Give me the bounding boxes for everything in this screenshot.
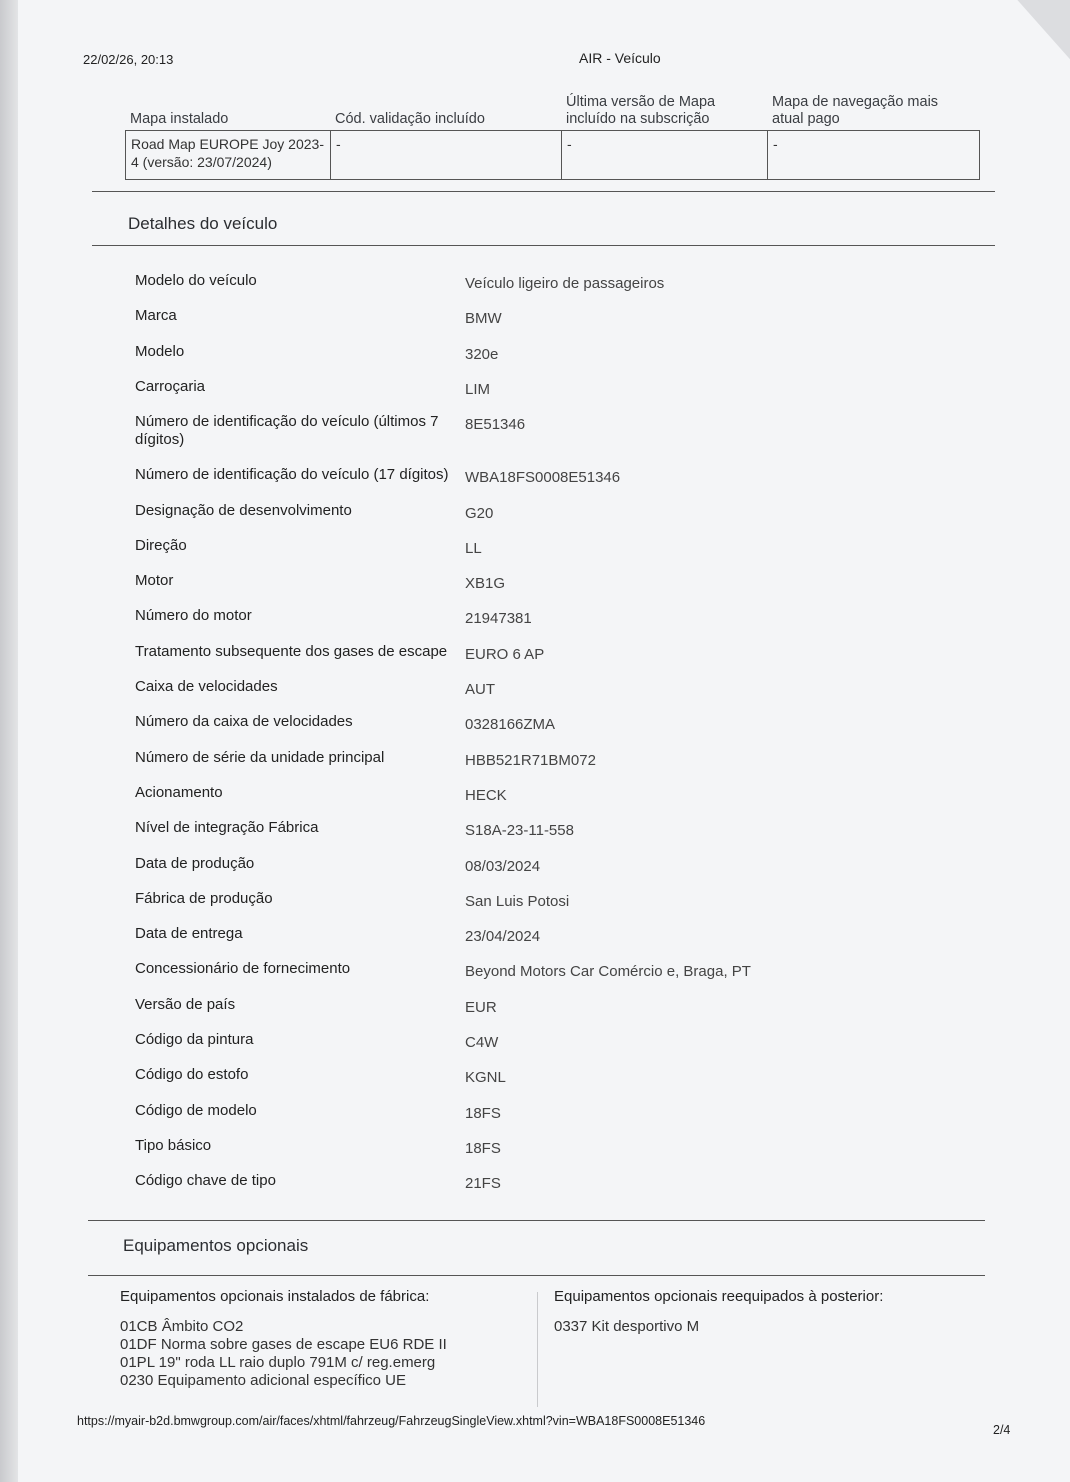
section-title-vehicle-details: Detalhes do veículo [128, 214, 278, 233]
factory-equipment-heading: Equipamentos opcionais instalados de fábrica: [120, 1288, 430, 1305]
divider [88, 1220, 985, 1221]
detail-label: Motor [135, 572, 174, 590]
detail-label: Código de modelo [135, 1101, 257, 1119]
map-table [125, 88, 980, 180]
detail-label: Código da pintura [135, 1031, 254, 1048]
detail-label: Modelo do veículo [135, 272, 257, 289]
detail-value: San Luis Potosi [465, 892, 570, 910]
detail-value: XB1G [465, 575, 506, 593]
detail-label: Número de identificação do veículo (últimos 7 dígitos) [135, 413, 439, 449]
print-datetime: 22/02/26, 20:13 [83, 52, 174, 67]
map-table-row [125, 130, 980, 180]
list-item: 01PL 19" roda LL raio duplo 791M c/ reg.emerg [120, 1354, 436, 1371]
detail-value: HBB521R71BM072 [465, 751, 596, 769]
list-item: 0337 Kit desportivo M [554, 1318, 700, 1335]
detail-label: Caixa de velocidades [135, 678, 278, 695]
detail-label: Versão de país [135, 995, 236, 1013]
detail-value: HECK [465, 786, 507, 804]
detail-value: Veículo ligeiro de passageiros [465, 275, 665, 292]
detail-label: Nível de integração Fábrica [135, 819, 319, 837]
list-item: 01DF Norma sobre gases de escape EU6 RDE II [120, 1336, 447, 1353]
detail-value: 21FS [465, 1175, 501, 1193]
detail-value: BMW [465, 310, 502, 328]
detail-label: Tipo básico [135, 1136, 212, 1154]
detail-value: 23/04/2024 [465, 928, 541, 946]
detail-label: Número de identificação do veículo (17 dígitos) [135, 466, 449, 484]
detail-label: Número da caixa de velocidades [135, 713, 353, 731]
detail-value: EUR [465, 998, 497, 1016]
detail-value: 0328166ZMA [465, 716, 556, 734]
detail-value: S18A-23-11-558 [465, 822, 574, 840]
detail-value: AUT [465, 681, 495, 698]
list-item: 01CB Âmbito CO2 [120, 1318, 244, 1335]
detail-label: Acionamento [135, 783, 223, 801]
detail-label: Tratamento subsequente dos gases de escape [135, 642, 448, 660]
detail-value: 21947381 [465, 610, 532, 628]
page-title: AIR - Veículo [579, 50, 661, 66]
map-header-paid: Mapa de navegação mais atual pago [772, 94, 939, 127]
detail-label: Número de série da unidade principal [135, 748, 385, 766]
map-cell-paid: - [773, 136, 778, 152]
detail-value: 320e [465, 345, 499, 363]
map-header-validation: Cód. validação incluído [335, 111, 485, 127]
divider [92, 245, 995, 246]
map-cell-installed: Road Map EUROPE Joy 2023-4 (versão: 23/07/2024) [126, 131, 331, 179]
detail-value: G20 [465, 504, 494, 522]
detail-value: EURO 6 AP [465, 645, 545, 663]
detail-label: Número do motor [135, 607, 252, 625]
detail-value: KGNL [465, 1069, 506, 1087]
detail-label: Marca [135, 307, 177, 325]
map-header-latest: Última versão de Mapa incluído na subscrição [566, 94, 716, 127]
detail-label: Modelo [135, 342, 185, 360]
map-cell-latest: - [562, 131, 768, 179]
detail-label: Designação de desenvolvimento [135, 501, 352, 519]
map-header-installed: Mapa instalado [130, 111, 229, 127]
footer-url: https://myair-b2d.bmwgroup.com/air/faces/xhtml/fahrzeug/FahrzeugSingleView.xhtml?vin=WBA18FS0008E51346 [77, 1414, 706, 1428]
detail-label: Direção [135, 536, 187, 554]
detail-label: Data de entrega [135, 925, 243, 943]
detail-label: Fábrica de produção [135, 889, 273, 907]
detail-label: Carroçaria [135, 377, 206, 395]
retrofit-equipment-heading: Equipamentos opcionais reequipados à posterior: [554, 1288, 884, 1305]
divider [88, 1275, 985, 1276]
detail-label: Data de produção [135, 854, 255, 872]
detail-label: Concessionário de fornecimento [135, 960, 351, 978]
detail-value: 18FS [465, 1139, 501, 1157]
detail-value: C4W [465, 1034, 499, 1051]
detail-value: 08/03/2024 [465, 857, 541, 875]
detail-value: 8E51346 [465, 416, 526, 434]
column-divider [537, 1292, 538, 1407]
detail-value: LIM [465, 380, 491, 398]
divider [92, 191, 995, 192]
detail-value: 18FS [465, 1104, 501, 1122]
detail-value: Beyond Motors Car Comércio e, Braga, PT [465, 963, 751, 981]
paper-edge-shadow [0, 0, 18, 1482]
detail-value: WBA18FS0008E51346 [465, 469, 621, 487]
detail-label: Código chave de tipo [135, 1172, 276, 1190]
map-table-header [125, 88, 980, 128]
section-title-optional-equipment: Equipamentos opcionais [123, 1236, 309, 1255]
detail-value: LL [465, 539, 482, 557]
list-item: 0230 Equipamento adicional específico UE [120, 1372, 407, 1389]
retrofit-equipment [554, 1288, 883, 1336]
map-cell-validation: - [331, 131, 562, 179]
factory-equipment [120, 1288, 447, 1390]
detail-label: Código do estofo [135, 1066, 249, 1084]
page-number: 2/4 [993, 1423, 1011, 1437]
